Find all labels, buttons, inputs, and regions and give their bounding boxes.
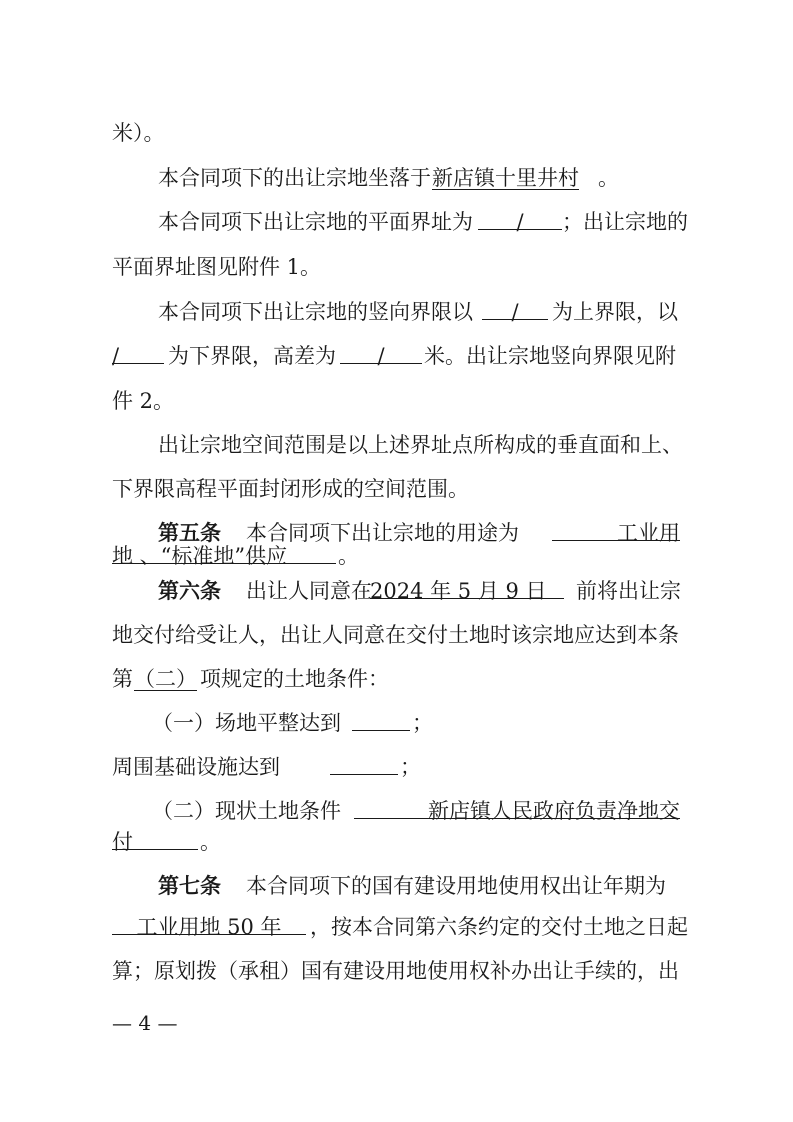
text-fragment: 米。出让宗地竖向界限见附 — [424, 344, 676, 368]
text-fragment: ； — [412, 711, 433, 735]
land-condition-value: 新店镇人民政府负责净地交 — [354, 796, 680, 819]
text-fragment: 。 — [598, 166, 619, 190]
text-fragment: 下界限高程平面封闭形成的空间范围。 — [112, 477, 469, 501]
text-fragment: 本合同项下的国有建设用地使用权出让年期为 — [246, 874, 666, 898]
text-fragment: 出让宗地空间范围是以上述界址点所构成的垂直面和上、 — [158, 433, 683, 457]
text-fragment: 本合同项下出让宗地的竖向界限以 — [158, 300, 473, 324]
text-fragment: 。 — [200, 830, 221, 854]
height-difference-blank: / — [340, 341, 422, 364]
article-5-heading: 第五条 — [158, 520, 221, 545]
text-fragment: 前将出让宗 — [576, 579, 681, 603]
upper-boundary-blank: / — [482, 297, 548, 320]
text-fragment: 米）。 — [112, 121, 165, 145]
text-fragment: 第 — [112, 667, 133, 691]
text-fragment: （二）现状土地条件 — [152, 799, 341, 823]
text-fragment: 本合同项下出让宗地的用途为 — [246, 521, 519, 545]
text-fragment: 。 — [338, 544, 359, 568]
land-condition-value-cont: 付 — [112, 827, 198, 850]
land-use-value-cont: 地 、“标准地”供应 — [112, 541, 336, 564]
text-fragment: 平面界址图见附件 1。 — [112, 255, 322, 279]
delivery-date: 2024 年 5 月 9 日 — [370, 576, 564, 599]
land-location: 新店镇十里井村 — [432, 166, 579, 190]
text-fragment: 为上界限，以 — [552, 300, 678, 324]
text-fragment: 项规定的土地条件： — [200, 667, 389, 691]
text-fragment: ，按本合同第六条约定的交付土地之日起 — [310, 915, 688, 939]
article-6-heading: 第六条 — [158, 578, 221, 603]
text-fragment: 件 2。 — [112, 389, 175, 413]
text-fragment: ；出让宗地的 — [562, 210, 688, 234]
transfer-term: 工业用地 50 年 — [112, 912, 306, 935]
plane-boundary-blank: / — [478, 207, 562, 230]
text-fragment: （一）场地平整达到 — [152, 711, 341, 735]
lower-boundary-blank: / — [112, 341, 164, 364]
article-7-heading: 第七条 — [158, 873, 221, 898]
clause-reference: （二） — [134, 667, 197, 691]
text-fragment: 出让人同意在 — [246, 579, 372, 603]
text-fragment: 地交付给受让人，出让人同意在交付土地时该宗地应达到本条 — [112, 623, 679, 647]
text-fragment: 本合同项下的出让宗地坐落于 — [158, 166, 431, 190]
land-use-value: 工业用 — [552, 518, 680, 541]
text-fragment: 为下界限，高差为 — [168, 344, 336, 368]
text-fragment: ； — [400, 755, 421, 779]
text-fragment: 周围基础设施达到 — [112, 755, 280, 779]
page-number: — 4 — — [112, 1011, 178, 1035]
text-fragment: 本合同项下出让宗地的平面界址为 — [158, 210, 473, 234]
text-fragment: 算；原划拨（承租）国有建设用地使用权补办出让手续的，出 — [112, 959, 679, 983]
